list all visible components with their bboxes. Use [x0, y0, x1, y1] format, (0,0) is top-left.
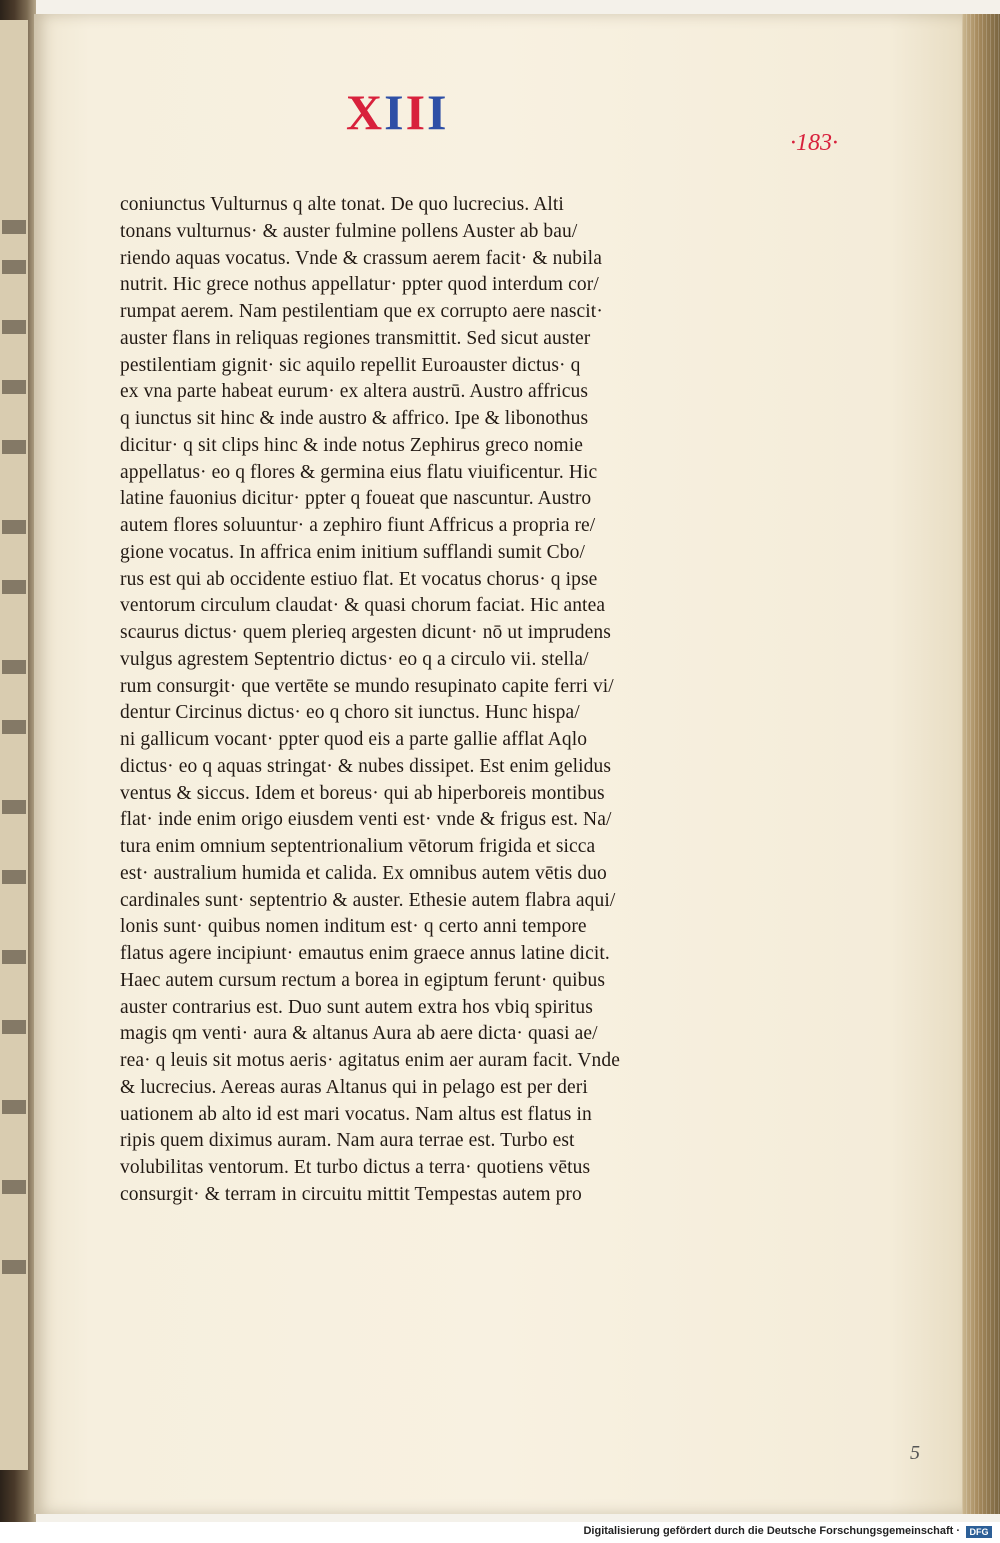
chapter-heading — [346, 84, 449, 140]
heading-letter: I — [427, 84, 449, 140]
dfg-logo-icon: DFG — [966, 1526, 992, 1538]
text-line: coniunctus Vulturnus q alte tonat. De quo lucrecius. Alti — [120, 194, 564, 215]
text-line: & lucrecius. Aereas auras Altanus qui in pelago est per deri — [120, 1076, 588, 1098]
heading-letter: I — [384, 84, 406, 140]
text-line: flatus agere incipiunt· emautus enim graece annus latine dicit. — [120, 943, 610, 964]
text-line: dicitur· q sit clips hinc & inde notus Zephirus greco nomie — [120, 434, 583, 456]
text-line: est· australium humida et calida. Ex omnibus autem vētis duo — [120, 862, 607, 884]
folio-number: ·183· — [790, 130, 838, 156]
text-line: consurgit· & terram in circuitu mittit Tempestas autem pro — [120, 1183, 582, 1205]
text-line: nutrit. Hic grece nothus appellatur· ppter quod interdum cor/ — [120, 274, 599, 296]
text-line: rum consurgit· que vertēte se mundo resupinato capite ferri vi/ — [120, 675, 614, 697]
text-line: auster flans in reliquas regiones transmittit. Sed sicut auster — [120, 327, 591, 349]
text-line: ex vna parte habeat eurum· ex altera austrū. Austro affricus — [120, 381, 589, 403]
text-line: riendo aquas vocatus. Vnde & crassum aerem facit· & nubila — [120, 247, 602, 269]
text-line: cardinales sunt· septentrio & auster. Ethesie autem flabra aqui/ — [120, 889, 616, 911]
footer-credit: Digitalisierung gefördert durch die Deutsche Forschungsgemeinschaft · — [583, 1525, 960, 1537]
text-line: volubilitas ventorum. Et turbo dictus a terra· quotiens vētus — [120, 1157, 591, 1178]
text-column — [120, 192, 720, 1209]
text-line: ventus & siccus. Idem et boreus· qui ab hiperboreis montibus — [120, 782, 605, 804]
text-line: auster contrarius est. Duo sunt autem extra hos vbiq spiritus — [120, 996, 593, 1018]
text-line: ventorum circulum claudat· & quasi chorum faciat. Hic antea — [120, 595, 606, 617]
text-line: tura enim omnium septentrionalium vētorum frigida et sicca — [120, 836, 596, 857]
previous-page-edge — [0, 20, 28, 1470]
text-line: dictus· eo q aquas stringat· & nubes dissipet. Est enim gelidus — [120, 755, 612, 777]
text-line: scaurus dictus· quem plerieq argesten dicunt· nō ut imprudens — [120, 622, 611, 643]
text-line: gione vocatus. In affrica enim initium sufflandi sumit Cbo/ — [120, 541, 585, 563]
text-line: pestilentiam gignit· sic aquilo repellit Euroauster dictus· q — [120, 354, 581, 376]
text-line: rea· q leuis sit motus aeris· agitatus enim aer auram facit. Vnde — [120, 1050, 620, 1071]
text-line: flat· inde enim origo eiusdem venti est· vnde & frigus est. Na/ — [120, 809, 612, 831]
text-line: ripis quem diximus auram. Nam aura terrae est. Turbo est — [120, 1130, 575, 1152]
text-line: Haec autem cursum rectum a borea in egiptum ferunt· quibus — [120, 969, 606, 991]
text-line: magis qm venti· aura & altanus Aura ab aere dicta· quasi ae/ — [120, 1023, 598, 1045]
text-line: rus est qui ab occidente estiuo flat. Et vocatus chorus· q ipse — [120, 568, 598, 590]
text-line: q iunctus sit hinc & inde austro & affrico. Ipe & libonothus — [120, 408, 589, 429]
text-line: appellatus· eo q flores & germina eius flatu viuificentur. Hic — [120, 461, 598, 483]
heading-letter: I — [405, 84, 428, 140]
text-line: lonis sunt· quibus nomen inditum est· q certo anni tempore — [120, 916, 587, 938]
text-line: dentur Circinus dictus· eo q choro sit iunctus. Hunc hispa/ — [120, 702, 580, 724]
text-line: uationem ab alto id est mari vocatus. Nam altus est flatus in — [120, 1103, 592, 1125]
book-fore-edge — [962, 14, 1000, 1514]
text-line: rumpat aerem. Nam pestilentiam que ex corrupto aere nascit· — [120, 301, 603, 322]
text-line: autem flores soluuntur· a zephiro fiunt Affricus a propria re/ — [120, 515, 596, 536]
page-mark: 5 — [910, 1442, 920, 1464]
text-line: vulgus agrestem Septentrio dictus· eo q a circulo vii. stella/ — [120, 648, 589, 670]
heading-letter: X — [346, 84, 385, 140]
text-line: ni gallicum vocant· ppter quod eis a parte gallie afflat Aqlo — [120, 729, 588, 750]
text-line: tonans vulturnus· & auster fulmine pollens Auster ab bau/ — [120, 220, 578, 242]
text-line: latine fauonius dicitur· ppter q foueat que nascuntur. Austro — [120, 488, 592, 510]
